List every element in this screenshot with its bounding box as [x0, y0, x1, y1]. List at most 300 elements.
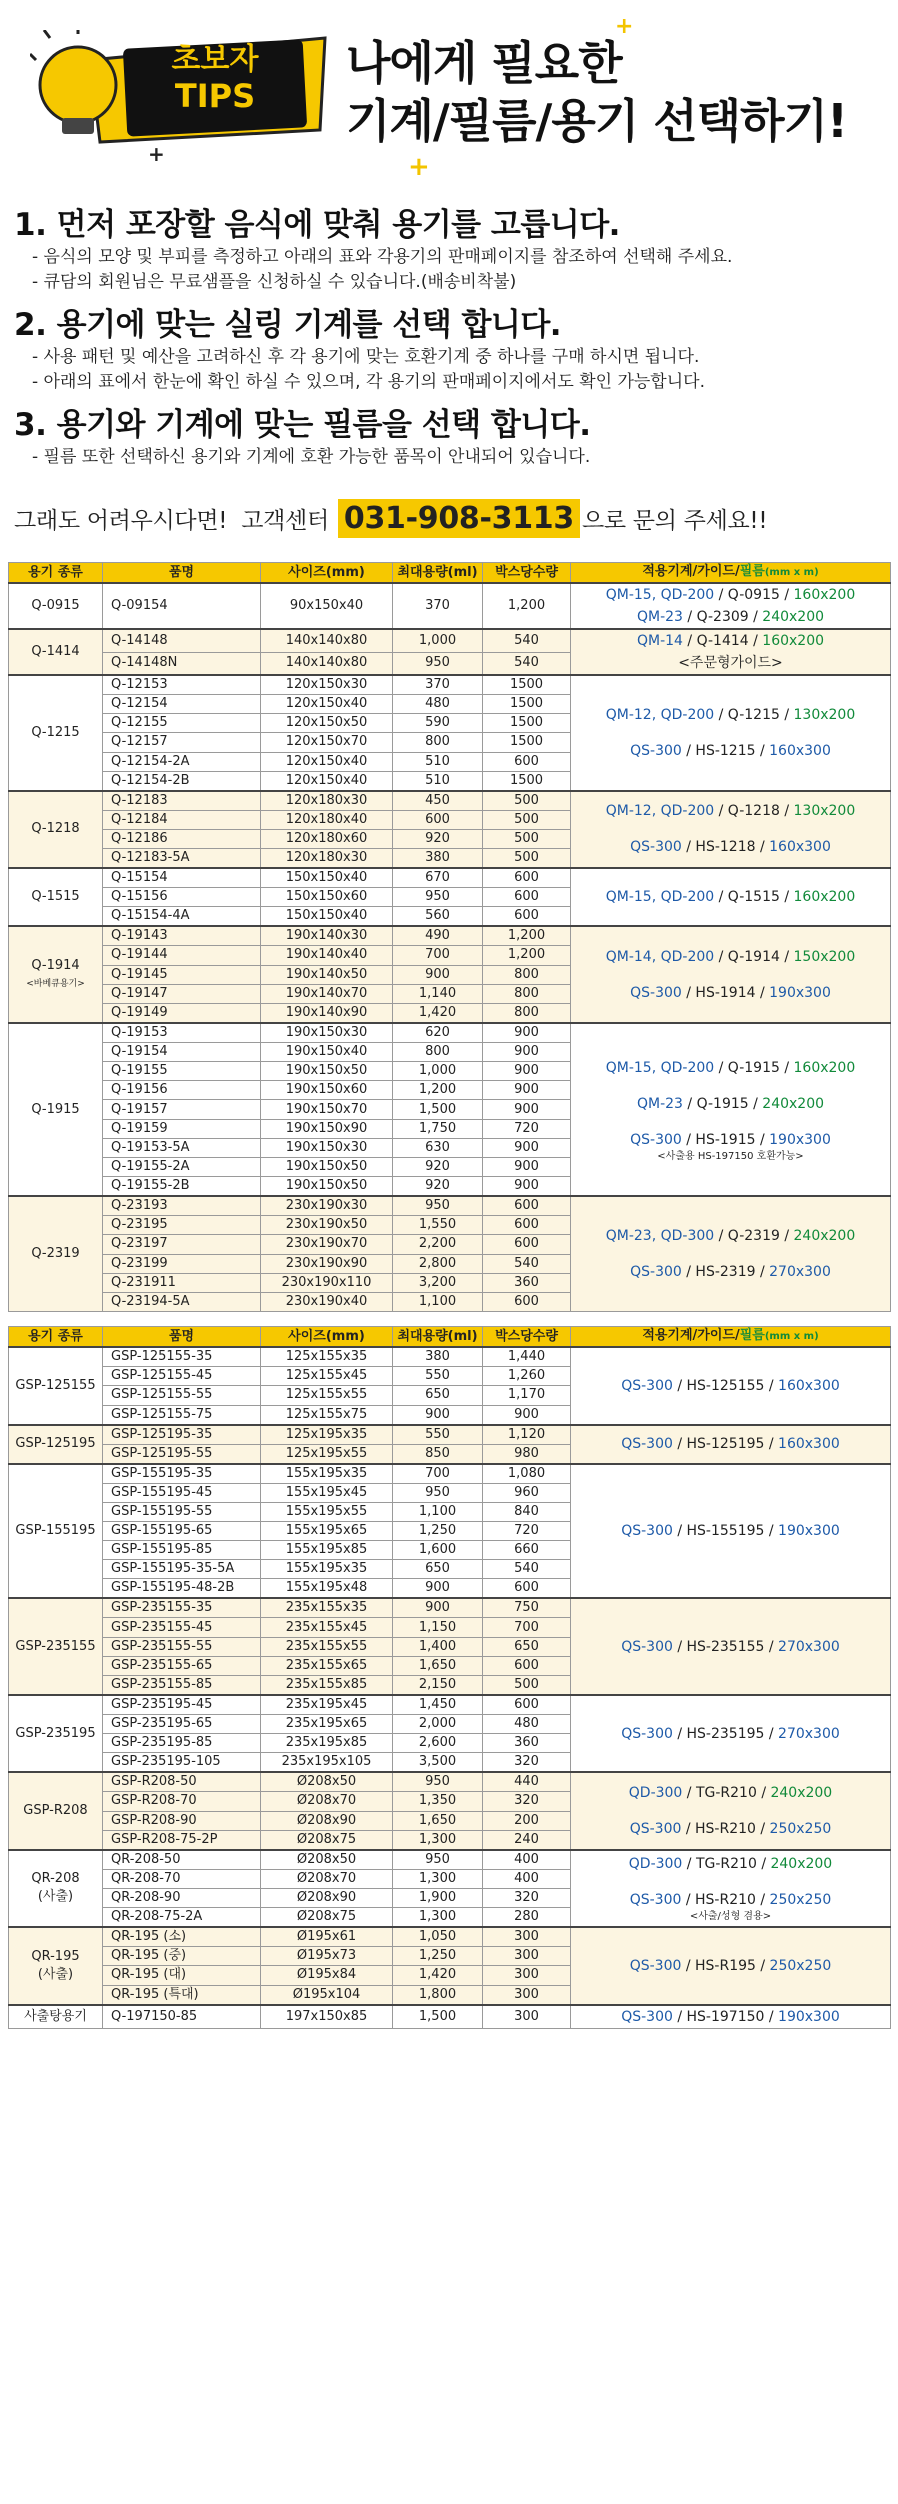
product-size: 120x150x40	[261, 771, 393, 791]
compat-cell	[571, 1850, 891, 1927]
product-size: 230x190x30	[261, 1196, 393, 1216]
header-name: 품명	[103, 1327, 261, 1348]
step-desc: - 아래의 표에서 한눈에 확인 하실 수 있으며, 각 용기의 판매페이지에서도 확인 가능합니다.	[32, 372, 705, 392]
product-name: Q-19145	[103, 965, 261, 984]
step-desc: - 큐담의 회원님은 무료샘플을 신청하실 수 있습니다.(배송비착불)	[32, 272, 517, 292]
product-box-qty: 900	[483, 1138, 571, 1157]
product-volume: 850	[393, 1444, 483, 1464]
compat-segment: / TG-R210 /	[682, 1785, 771, 1802]
product-size: 230x190x110	[261, 1273, 393, 1292]
product-size: 190x150x60	[261, 1081, 393, 1100]
container-type	[9, 2005, 103, 2029]
container-type-label: Q-2319	[31, 1246, 80, 1262]
product-volume: 1,150	[393, 1618, 483, 1637]
product-box-qty: 840	[483, 1502, 571, 1521]
container-type	[9, 629, 103, 675]
product-volume: 920	[393, 829, 483, 848]
product-box-qty: 540	[483, 1254, 571, 1273]
product-box-qty: 320	[483, 1792, 571, 1811]
product-volume: 650	[393, 1386, 483, 1405]
product-name: Q-19144	[103, 946, 261, 965]
product-name: GSP-125155-45	[103, 1367, 261, 1386]
product-size: 235x195x45	[261, 1695, 393, 1715]
product-name: Q-12155	[103, 714, 261, 733]
container-type	[9, 1927, 103, 2004]
compat-segment: QM-23	[636, 1095, 683, 1112]
compat-cell	[571, 1772, 891, 1849]
compat-segment: QM-15, QD-200	[605, 1059, 715, 1076]
product-box-qty: 480	[483, 1715, 571, 1734]
product-volume: 490	[393, 926, 483, 946]
product-size: Ø208x70	[261, 1869, 393, 1888]
compat-segment: / HS-197150 /	[672, 2008, 779, 2025]
product-name: GSP-235155-45	[103, 1618, 261, 1637]
product-box-qty: 300	[483, 1966, 571, 1985]
product-box-qty: 660	[483, 1541, 571, 1560]
product-volume: 1,500	[393, 2005, 483, 2029]
page-title	[346, 34, 847, 150]
container-type	[9, 1850, 103, 1927]
product-size: 235x195x105	[261, 1753, 393, 1773]
product-box-qty: 650	[483, 1637, 571, 1656]
compat-note: <사출용 HS-197150 호환가능>	[657, 1150, 804, 1162]
step-title: 3. 용기와 기계에 맞는 필름을 선택 합니다.	[10, 405, 597, 445]
product-name: Q-23195	[103, 1216, 261, 1235]
compat-segment: QM-23	[636, 609, 683, 625]
container-type	[9, 1023, 103, 1196]
table-row	[9, 1850, 891, 1870]
compat-segment: / Q-1915 /	[714, 1059, 794, 1076]
product-size: Ø208x90	[261, 1811, 393, 1830]
compat-note: <사출/성형 겸용>	[689, 1911, 772, 1923]
compat-segment: QM-12, QD-200	[605, 803, 715, 820]
product-box-qty: 500	[483, 791, 571, 811]
product-name: QR-195 (소)	[103, 1927, 261, 1947]
container-type-sub: (사출)	[37, 1966, 74, 1982]
product-size: 190x140x30	[261, 926, 393, 946]
compat-segment: 160x200	[762, 633, 825, 649]
product-volume: 1,250	[393, 1521, 483, 1540]
product-name: Q-12154-2B	[103, 771, 261, 791]
table-row	[9, 1425, 891, 1445]
product-name: GSP-125155-55	[103, 1386, 261, 1405]
product-size: 190x150x70	[261, 1100, 393, 1119]
product-volume: 2,600	[393, 1734, 483, 1753]
container-type	[9, 1772, 103, 1849]
product-size: 125x195x35	[261, 1425, 393, 1445]
product-name: GSP-R208-70	[103, 1792, 261, 1811]
product-box-qty: 900	[483, 1081, 571, 1100]
product-size: 120x150x30	[261, 675, 393, 695]
product-volume: 650	[393, 1560, 483, 1579]
product-name: Q-19156	[103, 1081, 261, 1100]
product-name: QR-208-70	[103, 1869, 261, 1888]
product-volume: 800	[393, 1042, 483, 1061]
product-name: Q-12154	[103, 695, 261, 714]
product-box-qty: 800	[483, 965, 571, 984]
product-box-qty: 600	[483, 1292, 571, 1311]
compat-segment: QS-300	[630, 839, 682, 856]
product-box-qty: 240	[483, 1830, 571, 1850]
product-volume: 1,650	[393, 1811, 483, 1830]
compat-segment: 190x300	[778, 1522, 840, 1539]
compat-segment: QS-300	[621, 1638, 673, 1655]
product-size: 120x180x60	[261, 829, 393, 848]
product-size: 230x190x70	[261, 1235, 393, 1254]
product-box-qty: 1500	[483, 695, 571, 714]
compat-line	[575, 630, 886, 652]
product-volume: 1,600	[393, 1541, 483, 1560]
compat-cell	[571, 1347, 891, 1424]
compat-segment: / HS-2319 /	[681, 1264, 770, 1281]
table-row	[9, 926, 891, 946]
compat-segment: QS-300	[629, 1892, 682, 1909]
product-volume: 370	[393, 675, 483, 695]
product-volume: 2,200	[393, 1235, 483, 1254]
product-volume: 1,900	[393, 1888, 483, 1907]
compat-segment: 270x300	[769, 1264, 831, 1281]
product-name: GSP-235195-45	[103, 1695, 261, 1715]
product-box-qty: 600	[483, 888, 571, 907]
product-volume: 620	[393, 1023, 483, 1043]
container-type	[9, 791, 103, 868]
compat-segment: / TG-R210 /	[682, 1856, 771, 1873]
product-size: 190x150x50	[261, 1177, 393, 1197]
container-type-label: GSP-R208	[23, 1803, 88, 1819]
product-box-qty: 900	[483, 1177, 571, 1197]
product-size: 190x150x50	[261, 1158, 393, 1177]
compat-segment: / HS-R210 /	[681, 1892, 770, 1909]
product-name: GSP-235195-65	[103, 1715, 261, 1734]
compat-segment: 130x200	[793, 706, 856, 723]
product-box-qty: 600	[483, 907, 571, 927]
product-size: 235x155x45	[261, 1618, 393, 1637]
compat-segment: 130x200	[793, 803, 856, 820]
product-size: 197x150x85	[261, 2005, 393, 2029]
header-type: 용기 종류	[9, 1327, 103, 1348]
compat-segment: / Q-2309 /	[682, 609, 763, 625]
compat-segment: / HS-1218 /	[681, 839, 770, 856]
compat-segment: 190x300	[769, 1131, 831, 1148]
product-size: 120x180x30	[261, 849, 393, 869]
header-compat	[571, 1327, 891, 1348]
product-volume: 900	[393, 1598, 483, 1618]
container-type-label: GSP-235155	[15, 1638, 96, 1654]
compat-cell	[571, 926, 891, 1023]
container-type-label: Q-1515	[31, 889, 80, 905]
compat-segment: QM-14	[636, 633, 683, 649]
product-size: Ø195x84	[261, 1966, 393, 1985]
compat-cell	[571, 1598, 891, 1695]
product-volume: 950	[393, 888, 483, 907]
product-volume: 950	[393, 1850, 483, 1870]
product-volume: 1,400	[393, 1637, 483, 1656]
compat-segment: QS-300	[629, 1957, 682, 1974]
compat-segment: / HS-155195 /	[672, 1522, 779, 1539]
compat-line	[575, 1636, 886, 1658]
contact-suffix: 으로 문의 주세요!!	[581, 507, 768, 534]
header-type: 용기 종류	[9, 563, 103, 584]
product-volume: 900	[393, 965, 483, 984]
product-volume: 2,800	[393, 1254, 483, 1273]
title-line2: 기계/필름/용기 선택하기!	[346, 94, 847, 148]
compat-cell	[571, 1695, 891, 1772]
product-volume: 1,420	[393, 1966, 483, 1985]
product-name: Q-12183	[103, 791, 261, 811]
product-size: 190x150x40	[261, 1042, 393, 1061]
compat-line	[575, 1818, 886, 1840]
step-1	[10, 205, 898, 295]
container-type	[9, 868, 103, 926]
product-name: QR-195 (중)	[103, 1947, 261, 1966]
product-box-qty: 700	[483, 1618, 571, 1637]
product-name: Q-15154-4A	[103, 907, 261, 927]
product-name: GSP-155195-35-5A	[103, 1560, 261, 1579]
compat-segment: QM-14, QD-200	[605, 948, 715, 965]
product-box-qty: 540	[483, 652, 571, 675]
compat-cell	[571, 1023, 891, 1196]
compat-segment: QS-300	[621, 1377, 673, 1394]
compat-line	[575, 1889, 886, 1911]
compat-segment: 240x200	[762, 1095, 825, 1112]
compat-segment: 160x300	[769, 742, 831, 759]
product-name: Q-14148N	[103, 652, 261, 675]
product-box-qty: 1,200	[483, 583, 571, 629]
product-box-qty: 720	[483, 1119, 571, 1138]
product-box-qty: 540	[483, 1560, 571, 1579]
header-compat-b: 필름	[739, 564, 765, 579]
product-box-qty: 600	[483, 752, 571, 771]
product-name: QR-208-75-2A	[103, 1908, 261, 1928]
product-name: Q-19155	[103, 1062, 261, 1081]
product-box-qty: 800	[483, 1003, 571, 1023]
product-size: Ø208x50	[261, 1772, 393, 1792]
product-size: 190x150x90	[261, 1119, 393, 1138]
product-box-qty: 900	[483, 1042, 571, 1061]
product-name: GSP-125155-75	[103, 1405, 261, 1425]
compat-segment: / HS-1915 /	[681, 1131, 770, 1148]
compat-segment: / Q-1414 /	[682, 633, 763, 649]
compat-segment: QD-300	[628, 1785, 683, 1802]
product-volume: 950	[393, 1772, 483, 1792]
product-volume: 450	[393, 791, 483, 811]
product-volume: 1,140	[393, 984, 483, 1003]
product-name: Q-12184	[103, 810, 261, 829]
container-type-label: Q-1414	[31, 644, 80, 659]
compat-segment: 150x200	[793, 948, 856, 965]
compat-segment: 240x200	[793, 1228, 856, 1245]
container-type-label: GSP-155195	[15, 1522, 96, 1538]
product-name: GSP-235155-65	[103, 1656, 261, 1675]
sparkle-icon: +	[148, 142, 165, 166]
product-volume: 670	[393, 868, 483, 888]
compat-cell	[571, 629, 891, 675]
product-size: 150x150x40	[261, 907, 393, 927]
step-desc: - 필름 또한 선택하신 용기와 기계에 호환 가능한 품목이 안내되어 있습니다.	[32, 447, 591, 467]
product-volume: 950	[393, 1196, 483, 1216]
compat-cell	[571, 791, 891, 868]
product-name: Q-23199	[103, 1254, 261, 1273]
compat-segment: 190x300	[778, 2008, 840, 2025]
compat-segment: 250x250	[769, 1957, 832, 1974]
header-compat-a: 적용기계/가이드/	[642, 564, 740, 579]
table-row	[9, 1196, 891, 1216]
product-size: Ø208x75	[261, 1908, 393, 1928]
product-name: Q-14148	[103, 629, 261, 652]
product-name: Q-12157	[103, 733, 261, 752]
product-name: Q-19147	[103, 984, 261, 1003]
compat-segment: 240x200	[770, 1856, 833, 1873]
product-volume: 510	[393, 752, 483, 771]
product-volume: 1,800	[393, 1985, 483, 2005]
container-type-label: 사출탕용기	[24, 2008, 87, 2024]
header-compat-c: (mm x m)	[764, 567, 819, 578]
compat-line	[575, 1723, 886, 1745]
compat-segment: QS-300	[630, 984, 682, 1001]
header-volume: 최대용량(ml)	[393, 1327, 483, 1348]
product-box-qty: 500	[483, 849, 571, 869]
table-row	[9, 1927, 891, 1947]
product-name: Q-19149	[103, 1003, 261, 1023]
product-box-qty: 1500	[483, 675, 571, 695]
product-name: QR-195 (특대)	[103, 1985, 261, 2005]
product-name: GSP-235155-85	[103, 1676, 261, 1696]
product-box-qty: 1,200	[483, 926, 571, 946]
product-name: Q-23197	[103, 1235, 261, 1254]
product-volume: 3,500	[393, 1753, 483, 1773]
product-volume: 700	[393, 946, 483, 965]
container-type-label: GSP-125195	[15, 1436, 96, 1451]
product-volume: 1,300	[393, 1830, 483, 1850]
compat-segment: QD-300	[628, 1856, 683, 1873]
table-row	[9, 791, 891, 811]
compat-segment: QS-300	[630, 1131, 682, 1148]
compat-segment: / Q-1218 /	[714, 803, 794, 820]
product-volume: 920	[393, 1177, 483, 1197]
product-box-qty: 600	[483, 868, 571, 888]
container-type	[9, 583, 103, 629]
table-row	[9, 1464, 891, 1484]
compat-segment: 160x200	[793, 889, 856, 906]
compat-line	[575, 982, 886, 1004]
compat-segment: 250x250	[769, 1821, 832, 1838]
compat-segment: 240x200	[762, 609, 825, 625]
product-size: Ø208x90	[261, 1888, 393, 1907]
compat-segment: / HS-R210 /	[681, 1821, 770, 1838]
product-box-qty: 1500	[483, 714, 571, 733]
sparkle-icon: +	[615, 14, 634, 39]
table-row	[9, 2005, 891, 2029]
compat-segment: 270x300	[778, 1725, 840, 1742]
phone-number[interactable]: 031-908-3113	[338, 499, 580, 538]
product-size: 150x150x60	[261, 888, 393, 907]
product-box-qty: 800	[483, 984, 571, 1003]
product-volume: 1,050	[393, 1927, 483, 1947]
header-volume: 최대용량(ml)	[393, 563, 483, 584]
header-compat	[571, 563, 891, 584]
compat-segment: / HS-1215 /	[681, 742, 770, 759]
product-box-qty: 440	[483, 1772, 571, 1792]
compat-line	[575, 1520, 886, 1542]
step-desc: - 음식의 모양 및 부피를 측정하고 아래의 표와 각용기의 판매페이지를 참조하여 선택해 주세요.	[32, 247, 733, 267]
product-name: GSP-235155-35	[103, 1598, 261, 1618]
compat-segment: QM-15, QD-200	[605, 889, 715, 906]
compat-segment: / HS-125195 /	[672, 1436, 779, 1452]
product-size: 155x195x55	[261, 1502, 393, 1521]
product-box-qty: 900	[483, 1405, 571, 1425]
product-volume: 550	[393, 1425, 483, 1445]
product-size: 190x150x50	[261, 1062, 393, 1081]
container-type	[9, 1425, 103, 1464]
compat-line	[575, 2006, 886, 2028]
header-compat-a: 적용기계/가이드/	[642, 1328, 740, 1344]
compat-line	[575, 1093, 886, 1115]
product-size: 125x195x55	[261, 1444, 393, 1464]
product-size: 190x140x90	[261, 1003, 393, 1023]
product-box-qty: 280	[483, 1908, 571, 1928]
compat-segment: QM-15, QD-200	[605, 587, 715, 603]
compat-segment: / Q-1215 /	[714, 706, 794, 723]
product-volume: 590	[393, 714, 483, 733]
product-volume: 1,550	[393, 1216, 483, 1235]
compat-line	[575, 606, 886, 628]
table-row	[9, 868, 891, 888]
product-size: 190x140x50	[261, 965, 393, 984]
product-name: GSP-155195-85	[103, 1541, 261, 1560]
product-size: 235x195x65	[261, 1715, 393, 1734]
product-volume: 1,200	[393, 1081, 483, 1100]
product-box-qty: 200	[483, 1811, 571, 1830]
container-type	[9, 1464, 103, 1599]
product-size: 120x150x40	[261, 752, 393, 771]
table-row	[9, 1772, 891, 1792]
product-box-qty: 900	[483, 1100, 571, 1119]
header-row	[9, 563, 891, 584]
product-size: 140x140x80	[261, 652, 393, 675]
product-box-qty: 400	[483, 1850, 571, 1870]
product-size: 235x155x55	[261, 1637, 393, 1656]
product-box-qty: 1,260	[483, 1367, 571, 1386]
container-type	[9, 926, 103, 1023]
compat-segment: QS-300	[629, 1821, 682, 1838]
container-type-label: QR-195	[31, 1948, 80, 1964]
product-size: 235x155x65	[261, 1656, 393, 1675]
product-box-qty: 960	[483, 1483, 571, 1502]
product-size: 140x140x80	[261, 629, 393, 652]
product-name: QR-208-50	[103, 1850, 261, 1870]
compat-segment: QS-300	[621, 1436, 673, 1452]
product-box-qty: 400	[483, 1869, 571, 1888]
table-row	[9, 1023, 891, 1043]
product-volume: 1,300	[393, 1869, 483, 1888]
product-box-qty: 980	[483, 1444, 571, 1464]
product-name: Q-19154	[103, 1042, 261, 1061]
product-box-qty: 320	[483, 1753, 571, 1773]
header-box: 박스당수량	[483, 1327, 571, 1348]
container-type-label: GSP-235195	[15, 1725, 96, 1741]
product-size: 120x180x30	[261, 791, 393, 811]
table-row	[9, 1695, 891, 1715]
product-volume: 630	[393, 1138, 483, 1157]
product-box-qty: 1,440	[483, 1347, 571, 1367]
product-name: GSP-R208-75-2P	[103, 1830, 261, 1850]
product-volume: 950	[393, 1483, 483, 1502]
product-box-qty: 360	[483, 1734, 571, 1753]
compat-segment: QM-12, QD-200	[605, 706, 715, 723]
compat-segment: / HS-235195 /	[672, 1725, 779, 1742]
product-box-qty: 900	[483, 1158, 571, 1177]
step-title: 1. 먼저 포장할 음식에 맞춰 용기를 고릅니다.	[10, 205, 626, 245]
